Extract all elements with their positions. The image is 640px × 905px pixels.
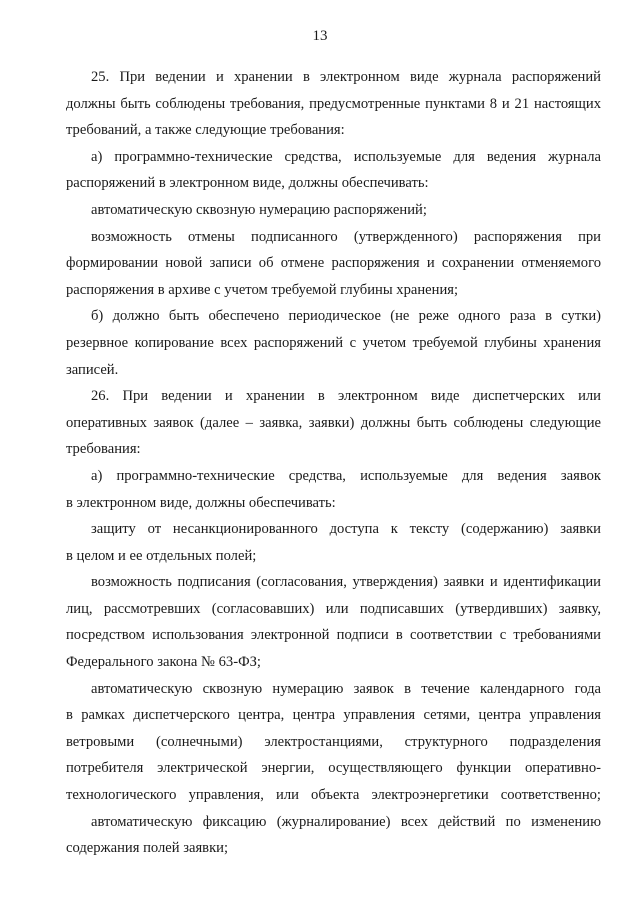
text-line: автоматическую фиксацию (журналирование) всех действий по изменению <box>91 813 601 830</box>
text-line: распоряжений в электронном виде, должны обеспечивать: <box>66 175 429 192</box>
paragraph-numbering <box>91 197 601 224</box>
text-line: защиту от несанкционированного доступа к тексту (содержанию) заявки <box>91 521 601 538</box>
paragraph-signing <box>66 569 601 675</box>
text-line: содержания полей заявки; <box>66 840 229 857</box>
text-line: а) программно-технические средства, используемые для ведения журнала <box>91 148 601 165</box>
paragraph-25-b <box>66 303 601 383</box>
text-line: 26. При ведении и хранении в электронном виде диспетчерских или <box>91 388 601 405</box>
text-line: оперативных заявок (далее – заявка, заявки) должны быть соблюдены следующие <box>66 414 601 431</box>
text-line: требования: <box>66 441 141 458</box>
paragraph-25 <box>66 64 601 144</box>
document-body <box>66 64 601 862</box>
text-line: в электронном виде, должны обеспечивать: <box>66 494 336 511</box>
text-line: потребителя электрической энергии, осуществляющего функции оперативно- <box>66 760 601 777</box>
text-line: требований, а также следующие требования: <box>66 122 345 139</box>
paragraph-cancel <box>66 224 601 304</box>
text-line: ветровыми (солнечными) электростанциями, структурного подразделения <box>66 733 601 750</box>
text-line: автоматическую сквозную нумерацию заявок в течение календарного года <box>91 680 601 697</box>
text-line: возможность отмены подписанного (утвержденного) распоряжения при <box>91 228 601 245</box>
text-line: записей. <box>66 361 119 378</box>
text-line: резервное копирование всех распоряжений с учетом требуемой глубины хранения <box>66 334 601 351</box>
text-line: а) программно-технические средства, используемые для ведения заявок <box>91 467 601 484</box>
page-number: 13 <box>312 28 328 44</box>
paragraph-26-a <box>66 463 601 516</box>
text-line: 25. При ведении и хранении в электронном виде журнала распоряжений <box>91 69 601 85</box>
paragraph-26 <box>66 383 601 463</box>
paragraph-logging <box>66 809 601 862</box>
text-line: распоряжения в архиве с учетом требуемой глубины хранения; <box>66 281 459 298</box>
text-line: возможность подписания (согласования, утверждения) заявки и идентификации <box>91 574 601 591</box>
text-line: технологического управления, или объекта электроэнергетики соответственно; <box>66 787 601 804</box>
paragraph-25-a <box>66 144 601 197</box>
paragraph-protection <box>66 516 601 569</box>
text-line: посредством использования электронной подписи в соответствии с требованиями <box>66 627 601 644</box>
text-line: Федерального закона № 63-ФЗ; <box>66 654 261 671</box>
text-line: б) должно быть обеспечено периодическое (не реже одного раза в сутки) <box>91 308 601 325</box>
text-line: автоматическую сквозную нумерацию распоряжений; <box>91 201 427 218</box>
text-line: в целом и ее отдельных полей; <box>66 547 257 564</box>
paragraph-auto-numbering <box>66 676 601 809</box>
text-line: лиц, рассмотревших (согласовавших) или подписавших (утвердивших) заявку, <box>66 600 601 617</box>
text-line: в рамках диспетчерского центра, центра управления сетями, центра управления <box>66 707 601 724</box>
text-line: формировании новой записи об отмене распоряжения и сохранении отменяемого <box>66 255 601 272</box>
text-line: должны быть соблюдены требования, предусмотренные пунктами 8 и 21 настоящих <box>66 95 601 112</box>
